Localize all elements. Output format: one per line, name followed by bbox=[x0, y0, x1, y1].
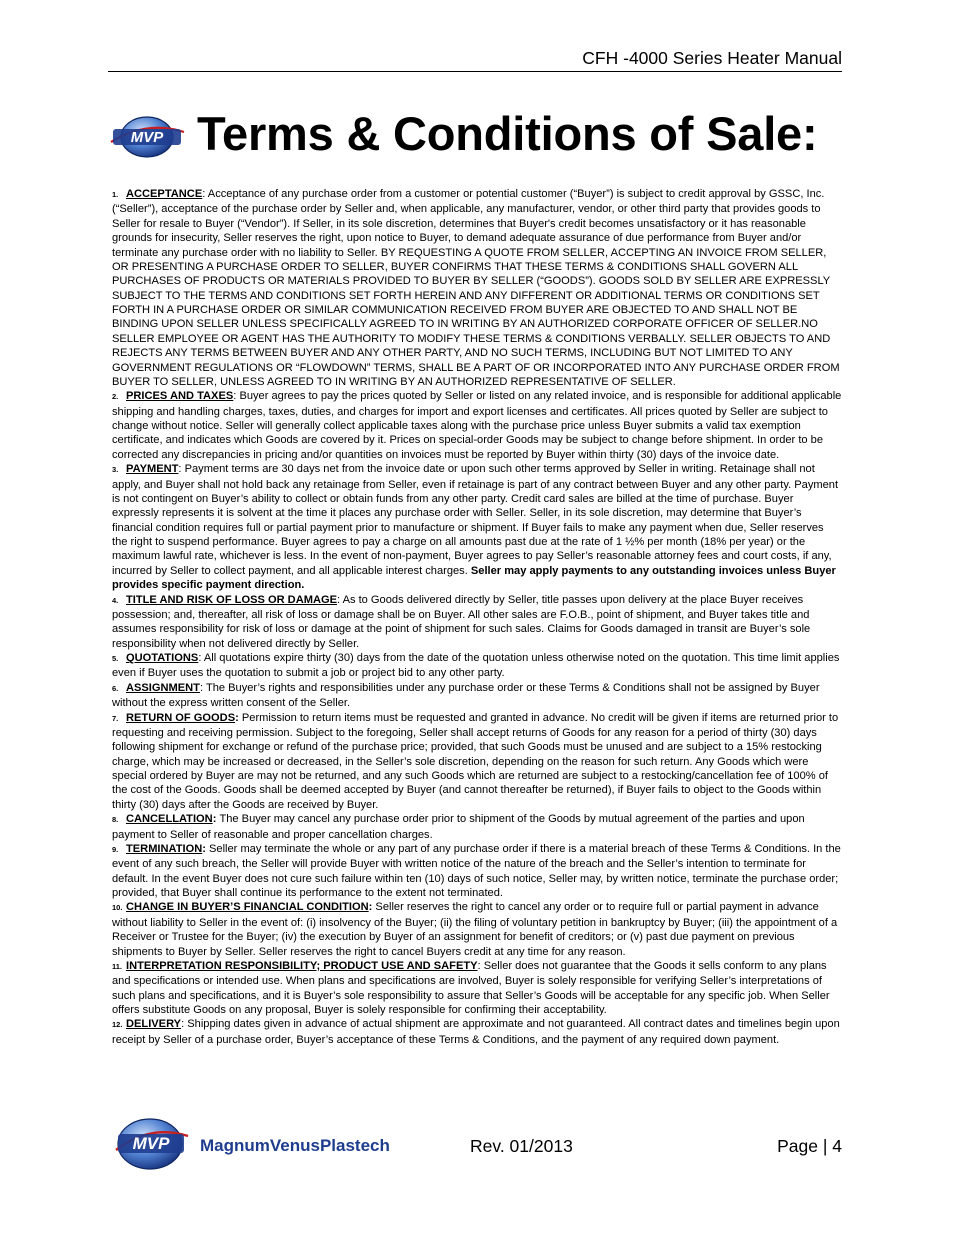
clause-heading: CHANGE IN BUYER’S FINANCIAL CONDITION bbox=[126, 901, 369, 914]
clause-prices-and-taxes bbox=[112, 389, 842, 462]
footer-logo-text: MVP bbox=[132, 1134, 170, 1153]
page-title: Terms & Conditions of Sale: bbox=[197, 107, 818, 160]
clause-body: As to Goods delivered directly by Seller, title passes upon delivery at the place Buyer receives possession; and, thereafter, all risk of loss or damage shall be on Buyer. All other sales are F.O.B., point of shipment, and Buyer takes title and assumes responsibility for risk of loss or damage at the point of shipment for such sales. Claims for Goods damaged in transit are Buyer’s sole responsibility when not delivered directly by Seller. bbox=[112, 593, 811, 650]
clause-number: 2. bbox=[112, 392, 119, 402]
footer-brand-logo bbox=[114, 1116, 414, 1172]
clause-body: Payment terms are 30 days net from the invoice date or upon such other terms approved by Seller in writing. Retainage shall not apply, and Buyer shall not hold back any retainage from Seller, even if retainage is part of any contract between Buyer and any other party. Payment is not contingent on Buyer’s ability to collect or obtain funds from any other party. Credit card sales are billed at the time of purchase. Buyer expressly represents it is solvent at the time it places any purchase order with Seller. Seller, in its sole discretion, may determine that Buyer’s financial condition requires full or partial payment prior to manufacture or shipment. If Buyer fails to make any payment when due, Seller reserves the right to suspend performance. Buyer agrees to pay a charge on all amounts past due at the rate of 1 ½% per month (18% per year) or the maximum lawful rate, whichever is less. In the event of non-payment, Buyer agrees to pay Seller’s reasonable attorney fees and court costs, if any, incurred by Seller to collect payment, and all applicable interest charges. bbox=[112, 463, 839, 577]
clause-heading: TITLE AND RISK OF LOSS OR DAMAGE bbox=[126, 593, 337, 606]
clause-bold-note: Seller may apply payments to any outstanding invoices unless Buyer provides specific payment direction. bbox=[112, 564, 836, 592]
clause-heading: ASSIGNMENT bbox=[126, 681, 200, 694]
clause-heading: QUOTATIONS bbox=[126, 652, 199, 664]
clause-payment bbox=[112, 462, 842, 592]
clause-body: Seller may terminate the whole or any part of any purchase order if there is a material breach of these Terms & Conditions. In the event of any such breach, the Seller will provide Buyer with written notice of the nature of the breach and the Seller’s intention to terminate for default. In the event Buyer does not cure such failure within ten (10) days of such notice, Seller may, by written notice, terminate the purchase order; provided, that Buyer shall continue its performance to the extent not terminated. bbox=[112, 842, 841, 899]
clause-body: The Buyer may cancel any purchase order prior to shipment of the Goods by mutual agreement of the parties and upon payment to Seller of reasonable and proper cancellation charges. bbox=[112, 813, 805, 841]
clause-body: Shipping dates given in advance of actual shipment are approximate and not guaranteed. All contract dates and timelines begin upon receipt by Seller of a purchase order, Buyer’s acceptance of these Terms & Conditions, and the payment of any required down payment. bbox=[112, 1018, 840, 1046]
clause-number: 3. bbox=[112, 465, 119, 475]
clause-separator: : bbox=[181, 1018, 188, 1031]
clause-separator: : bbox=[337, 593, 343, 606]
clause-body: The Buyer’s rights and responsibilities under any purchase order or these Terms & Conditions shall not be assigned by Buyer without the express written consent of the Seller. bbox=[112, 681, 820, 710]
logo-text: MVP bbox=[130, 129, 164, 146]
clause-acceptance bbox=[112, 187, 842, 389]
footer-brand-name: MagnumVenusPlastech bbox=[200, 1136, 390, 1155]
clause-number: 1. bbox=[112, 190, 119, 199]
clause-body: Buyer agrees to pay the prices quoted by Seller or listed on any related invoice, and is responsible for additional applicable shipping and handling charges, taxes, duties, and charges for import and export licenses and certificates. All prices quoted by Seller are subject to change without notice. Seller will generally collect applicable taxes along with the purchase price unless Buyer submits a valid tax exemption certificate, and indicates which Goods are covered by it. Prices on special-order Goods may be subject to change before shipment. In order to be corrected any discrepancies in pricing and/or quantities on invoices must be reported by Buyer within thirty (30) days of the invoice date. bbox=[112, 390, 842, 461]
clause-body: Seller reserves the right to cancel any order or to require full or partial payment in advance without liability to Seller in the event of: (i) insolvency of the Buyer; (ii) the filing of voluntary petition in bankruptcy by Buyer; (iii) the appointment of a Receiver or Trustee for the Buyer; (iv) the execution by Buyer of an assignment for benefit of creditors; or (v) past due payment on previous shipments to Buyer by Seller. Seller reserves the right to cancel Buyers credit at any time for any reason. bbox=[112, 901, 838, 958]
clause-separator: : bbox=[178, 463, 185, 476]
clause-interpretation bbox=[112, 959, 842, 1018]
clause-separator: : bbox=[233, 390, 240, 403]
clause-body: Acceptance of any purchase order from a customer or potential customer (“Buyer”) is subject to credit approval by GSSC, Inc. (“Seller”), acceptance of the purchase order by Seller and, when applicable, any manufacturer, vendor, or other third party that provides goods to Seller for resale to Buyer (“Vendor”). If Seller, in its sole discretion, determines that Buyer's credit becomes unsatisfactory or it has reasonable grounds for insecurity, Seller reserves the right, upon notice to Buyer, to demand adequate assurance of due performance from Buyer and/or terminate any purchase order with no liability to Seller. BY REQUESTING A QUOTE FROM SELLER, ACCEPTING AN INVOICE FROM SELLER, OR PRESENTING A PURCHASE ORDER TO SELLER, BUYER CONFIRMS THAT THESE TERMS & CONDITIONS SHALL GOVERN ALL PURCHASES OF PRODUCTS OR MATERIALS PROVIDED TO BUYER BY SELLER (“GOODS”). GOODS SOLD BY SELLER ARE EXPRESSLY SUBJECT TO THE TERMS AND CONDITIONS SET FORTH HEREIN AND ANY DIFFERENT OR ADDITIONAL TERMS OR CONDITIONS SET FORTH IN A PURCHASE ORDER OR SIMILAR COMMUNICATION RECEIVED FROM BUYER ARE OBJECTED TO AND SHALL NOT BE BINDING UPON SELLER UNLESS SPECIFICALLY AGREED TO IN WRITING BY AN AUTHORIZED CORPORATE OFFICER OF SELLER.NO SELLER EMPLOYEE OR AGENT HAS THE AUTHORITY TO MODIFY THESE TERMS & CONDITIONS VERBALLY. SELLER OBJECTS TO AND REJECTS ANY TERMS BETWEEN BUYER AND ANY OTHER PARTY, AND NO SUCH TERMS, INCLUDING BUT NOT LIMITED TO ANY GOVERNMENT REGULATIONS OR “FLOWDOWN” TERMS, SHALL BE A PART OF OR INCORPORATED INTO ANY PURCHASE ORDER FROM BUYER TO SELLER, UNLESS AGREED TO IN WRITING BY AN AUTHORIZED REPRESENTATIVE OF SELLER. bbox=[112, 188, 840, 388]
clause-separator: : bbox=[212, 813, 220, 826]
footer-page-number: Page | 4 bbox=[777, 1136, 842, 1156]
clause-separator: : bbox=[368, 901, 376, 914]
clause-heading: PAYMENT bbox=[126, 463, 179, 476]
clause-number: 10. bbox=[112, 903, 123, 913]
clause-separator: : bbox=[199, 681, 206, 694]
title-row bbox=[106, 106, 846, 172]
clause-heading: ACCEPTANCE bbox=[126, 188, 203, 200]
clause-number: 7. bbox=[112, 713, 119, 723]
clause-return-of-goods bbox=[112, 711, 842, 813]
mvp-logo-icon bbox=[108, 116, 186, 158]
clause-heading: TERMINATION bbox=[126, 842, 203, 855]
clause-number: 4. bbox=[112, 595, 119, 605]
clause-body: All quotations expire thirty (30) days from the date of the quotation unless otherwise noted on the quotation. This time limit applies even if Buyer uses the quotation to submit a job or project bid to any other party. bbox=[112, 652, 840, 680]
mvp-globe-icon bbox=[116, 1119, 188, 1169]
clause-body: Seller does not guarantee that the Goods it sells conform to any plans and specifications or intended use. When plans and specifications are involved, Buyer is solely responsible for verifying Seller’s interpretations of such plans and specifications, and it is Buyer’s sole responsibility to assure that Seller’s Goods will be acceptable for any specific job. When Seller offers substitute Goods on any proposal, Buyer is solely responsible for confirming their acceptability. bbox=[112, 959, 830, 1016]
manual-title: CFH -4000 Series Heater Manual bbox=[582, 48, 842, 68]
clause-separator: : bbox=[202, 188, 208, 200]
clause-title-and-risk bbox=[112, 593, 842, 652]
clause-quotations bbox=[112, 651, 842, 681]
clause-heading: INTERPRETATION RESPONSIBILITY; PRODUCT USE AND SAFETY bbox=[126, 959, 478, 972]
clause-heading: RETURN OF GOODS bbox=[126, 711, 236, 724]
clause-separator: : bbox=[198, 652, 204, 664]
clause-cancellation bbox=[112, 812, 842, 842]
clause-separator: : bbox=[477, 959, 484, 972]
clause-heading: CANCELLATION bbox=[126, 813, 213, 826]
clause-number: 6. bbox=[112, 683, 119, 693]
clause-heading: PRICES AND TAXES bbox=[126, 390, 234, 403]
footer-revision: Rev. 01/2013 bbox=[470, 1136, 573, 1156]
clause-heading: DELIVERY bbox=[126, 1018, 182, 1031]
clause-separator: : bbox=[235, 711, 242, 724]
header-divider bbox=[108, 71, 842, 72]
clause-number: 12. bbox=[112, 1020, 123, 1030]
clause-number: 5. bbox=[112, 654, 119, 663]
clause-number: 11. bbox=[112, 961, 123, 971]
clause-termination bbox=[112, 842, 842, 901]
terms-list bbox=[112, 187, 842, 1047]
clause-financial-condition bbox=[112, 900, 842, 959]
clause-number: 8. bbox=[112, 815, 119, 825]
clause-separator: : bbox=[202, 842, 209, 855]
clause-number: 9. bbox=[112, 844, 119, 854]
clause-body: Permission to return items must be requested and granted in advance. No credit will be given if items are returned prior to requesting and receiving permission. Subject to the foregoing, Seller shall accept returns of Goods for any reason for a period of thirty (30) days following shipment for exchange or refund of the purchase price; provided, that such Goods must be unused and are subject to a 15% restocking charge, which may be increased or decreased, in the Seller’s sole discretion, depending on the reason for such return. Any Goods which were special ordered by Buyer are may not be returned, and any such Goods which are returned are subject to a restocking/cancellation fee of 100% of the cost of the Goods. Goods shall be deemed accepted by Buyer (and cannot thereafter be returned), if Buyer fails to object to the Goods within thirty (30) days after the Goods are received by Buyer. bbox=[112, 711, 839, 811]
clause-assignment bbox=[112, 681, 842, 711]
clause-delivery bbox=[112, 1017, 842, 1047]
